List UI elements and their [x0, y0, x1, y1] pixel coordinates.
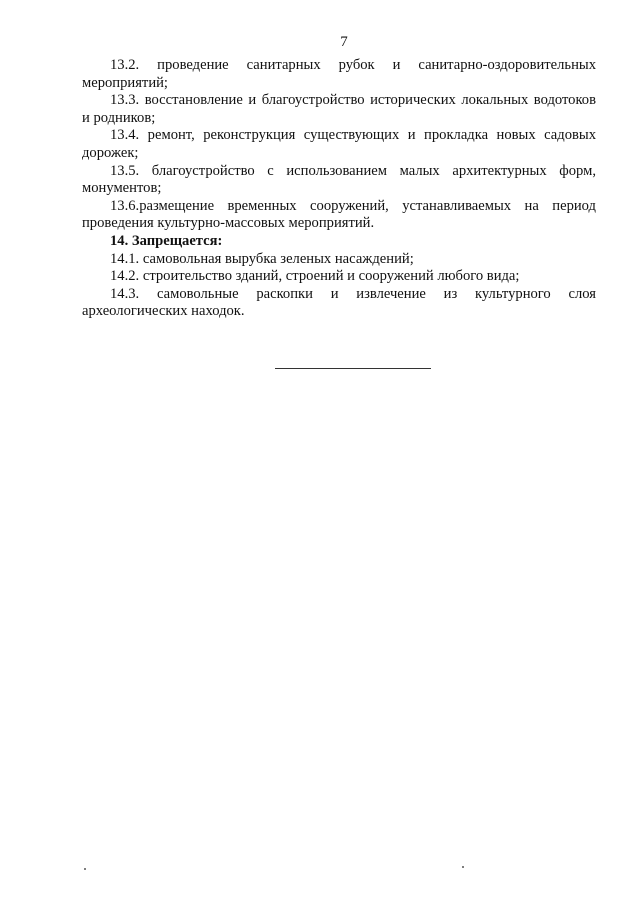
paragraph-14-1: 14.1. самовольная вырубка зеленых насаждений;: [110, 250, 414, 267]
scan-speck: [84, 868, 86, 870]
paragraph-13-6: 13.6.размещение временных сооружений, устанавливаемых на период проведения культурно-массовых мероприятий.: [82, 197, 596, 232]
paragraph-13-4: 13.4. ремонт, реконструкция существующих и прокладка новых садовых дорожек;: [82, 127, 596, 161]
paragraph-13-3: 13.3. восстановление и благоустройство исторических локальных водотоков и родников;: [82, 92, 596, 126]
paragraph-13-2: 13.2. проведение санитарных рубок и санитарно-оздоровительных мероприятий;: [82, 57, 596, 91]
paragraph-14-3: 14.3. самовольные раскопки и извлечение из культурного слоя археологических находок.: [82, 285, 596, 320]
paragraph-14-2: 14.2. строительство зданий, строений и сооружений любого вида;: [110, 268, 520, 285]
paragraph-13-5: 13.5. благоустройство с использованием малых архитектурных форм, монументов;: [82, 162, 596, 197]
end-divider-line: [275, 368, 431, 369]
scan-speck: [462, 866, 464, 868]
document-body: [82, 57, 596, 321]
section-heading-14: 14. Запрещается:: [110, 232, 223, 249]
page-number: 7: [340, 34, 348, 50]
